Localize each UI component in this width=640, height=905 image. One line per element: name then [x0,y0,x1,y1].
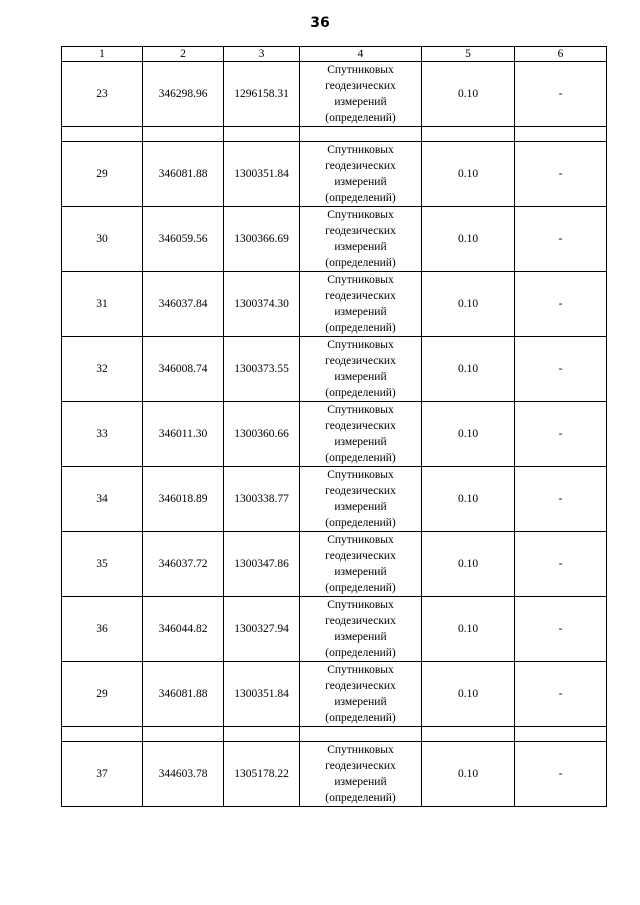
table-body [62,62,607,807]
empty-cell [143,727,224,742]
cell-text: 1300360.66 [234,428,289,440]
x-coordinate-cell [143,662,224,727]
cell-text: 1300351.84 [234,168,289,180]
x-coordinate-cell [143,272,224,337]
cell-text: Спутниковых геодезических измерений (определений) [325,339,396,399]
accuracy-cell [422,742,515,807]
y-coordinate-cell [224,142,300,207]
empty-cell [515,127,607,142]
cell-text: 29 [96,688,108,700]
cell-text: 31 [96,298,108,310]
cell-text: Спутниковых геодезических измерений (определений) [325,599,396,659]
table-gap-row [62,127,607,142]
cell-text: 34 [96,493,108,505]
coordinates-table [61,46,607,807]
cell-text: 346037.72 [158,558,208,570]
cell-text: 1300373.55 [234,363,289,375]
method-cell [300,597,422,662]
note-cell [515,662,607,727]
y-coordinate-cell [224,272,300,337]
cell-text: 1300347.86 [234,558,289,570]
cell-text: 0.10 [457,233,479,245]
accuracy-cell [422,467,515,532]
method-cell [300,207,422,272]
note-cell [515,62,607,127]
cell-text: Спутниковых геодезических измерений (определений) [325,664,396,724]
x-coordinate-cell [143,532,224,597]
cell-text: - [558,623,563,635]
cell-text: 1296158.31 [234,88,289,100]
cell-text: Спутниковых геодезических измерений (определений) [325,404,396,464]
column-header: 3 [224,47,300,62]
y-coordinate-cell [224,597,300,662]
accuracy-cell [422,597,515,662]
empty-cell [422,127,515,142]
point-number-cell [62,467,143,532]
cell-text: 0.10 [457,558,479,570]
method-cell [300,272,422,337]
cell-text: - [558,558,563,570]
cell-text: 344603.78 [158,768,208,780]
point-number-cell [62,142,143,207]
cell-text: 346011.30 [158,428,208,440]
point-number-cell [62,597,143,662]
cell-text: 0.10 [457,768,479,780]
cell-text: 1300374.30 [234,298,289,310]
column-header: 6 [515,47,607,62]
cell-text: Спутниковых геодезических измерений (определений) [325,469,396,529]
point-number-cell [62,532,143,597]
accuracy-cell [422,272,515,337]
cell-text: Спутниковых геодезических измерений (определений) [325,534,396,594]
table-row [62,742,607,807]
cell-text: 1300338.77 [234,493,289,505]
table-row [62,467,607,532]
cell-text: 346059.56 [158,233,208,245]
cell-text: 346018.89 [158,493,208,505]
accuracy-cell [422,207,515,272]
cell-text: 37 [96,768,108,780]
table-row [62,402,607,467]
y-coordinate-cell [224,402,300,467]
table-row [62,597,607,662]
column-header: 5 [422,47,515,62]
note-cell [515,532,607,597]
x-coordinate-cell [143,402,224,467]
x-coordinate-cell [143,467,224,532]
cell-text: 346298.96 [158,88,208,100]
cell-text: 0.10 [457,168,479,180]
note-cell [515,207,607,272]
cell-text: 36 [96,623,108,635]
empty-cell [300,727,422,742]
point-number-cell [62,337,143,402]
cell-text: 0.10 [457,363,479,375]
empty-cell [62,127,143,142]
cell-text: - [558,768,563,780]
cell-text: - [558,493,563,505]
cell-text: - [558,363,563,375]
cell-text: 1300366.69 [234,233,289,245]
note-cell [515,402,607,467]
note-cell [515,742,607,807]
page-number: 36 [310,15,330,31]
column-header: 4 [300,47,422,62]
cell-text: 23 [96,88,108,100]
cell-text: 346081.88 [158,168,208,180]
y-coordinate-cell [224,62,300,127]
table-row [62,337,607,402]
cell-text: 346044.82 [158,623,208,635]
cell-text: 0.10 [457,688,479,700]
cell-text: Спутниковых геодезических измерений (определений) [325,274,396,334]
cell-text: 29 [96,168,108,180]
column-header: 1 [62,47,143,62]
cell-text: 0.10 [457,88,479,100]
table-gap-row [62,727,607,742]
accuracy-cell [422,402,515,467]
table-row [62,142,607,207]
note-cell [515,272,607,337]
point-number-cell [62,402,143,467]
table-row [62,62,607,127]
table-row [62,662,607,727]
point-number-cell [62,62,143,127]
cell-text: Спутниковых геодезических измерений (определений) [325,64,396,124]
point-number-cell [62,662,143,727]
cell-text: Спутниковых геодезических измерений (определений) [325,144,396,204]
cell-text: Спутниковых геодезических измерений (определений) [325,209,396,269]
accuracy-cell [422,662,515,727]
accuracy-cell [422,337,515,402]
cell-text: - [558,298,563,310]
accuracy-cell [422,142,515,207]
y-coordinate-cell [224,467,300,532]
cell-text: 32 [96,363,108,375]
method-cell [300,337,422,402]
y-coordinate-cell [224,337,300,402]
cell-text: 1300327.94 [234,623,289,635]
x-coordinate-cell [143,742,224,807]
table-row [62,532,607,597]
empty-cell [422,727,515,742]
point-number-cell [62,742,143,807]
cell-text: 0.10 [457,623,479,635]
table-row [62,207,607,272]
note-cell [515,467,607,532]
cell-text: 0.10 [457,493,479,505]
cell-text: 35 [96,558,108,570]
cell-text: - [558,688,563,700]
x-coordinate-cell [143,62,224,127]
cell-text: 30 [96,233,108,245]
empty-cell [515,727,607,742]
cell-text: 0.10 [457,428,479,440]
point-number-cell [62,272,143,337]
empty-cell [62,727,143,742]
empty-cell [143,127,224,142]
column-header: 2 [143,47,224,62]
note-cell [515,142,607,207]
cell-text: Спутниковых геодезических измерений (определений) [325,744,396,804]
method-cell [300,467,422,532]
x-coordinate-cell [143,597,224,662]
method-cell [300,402,422,467]
method-cell [300,742,422,807]
cell-text: 0.10 [457,298,479,310]
accuracy-cell [422,62,515,127]
y-coordinate-cell [224,742,300,807]
empty-cell [300,127,422,142]
method-cell [300,662,422,727]
point-number-cell [62,207,143,272]
cell-text: 346037.84 [158,298,208,310]
cell-text: 346081.88 [158,688,208,700]
cell-text: 1305178.22 [234,768,289,780]
cell-text: - [558,88,563,100]
method-cell [300,142,422,207]
cell-text: - [558,168,563,180]
table-header-row [62,47,607,62]
cell-text: 346008.74 [158,363,208,375]
cell-text: 1300351.84 [234,688,289,700]
y-coordinate-cell [224,662,300,727]
y-coordinate-cell [224,207,300,272]
empty-cell [224,727,300,742]
y-coordinate-cell [224,532,300,597]
x-coordinate-cell [143,142,224,207]
empty-cell [224,127,300,142]
method-cell [300,62,422,127]
note-cell [515,337,607,402]
x-coordinate-cell [143,337,224,402]
cell-text: 33 [96,428,108,440]
cell-text: - [558,233,563,245]
note-cell [515,597,607,662]
table-row [62,272,607,337]
method-cell [300,532,422,597]
x-coordinate-cell [143,207,224,272]
accuracy-cell [422,532,515,597]
cell-text: - [558,428,563,440]
